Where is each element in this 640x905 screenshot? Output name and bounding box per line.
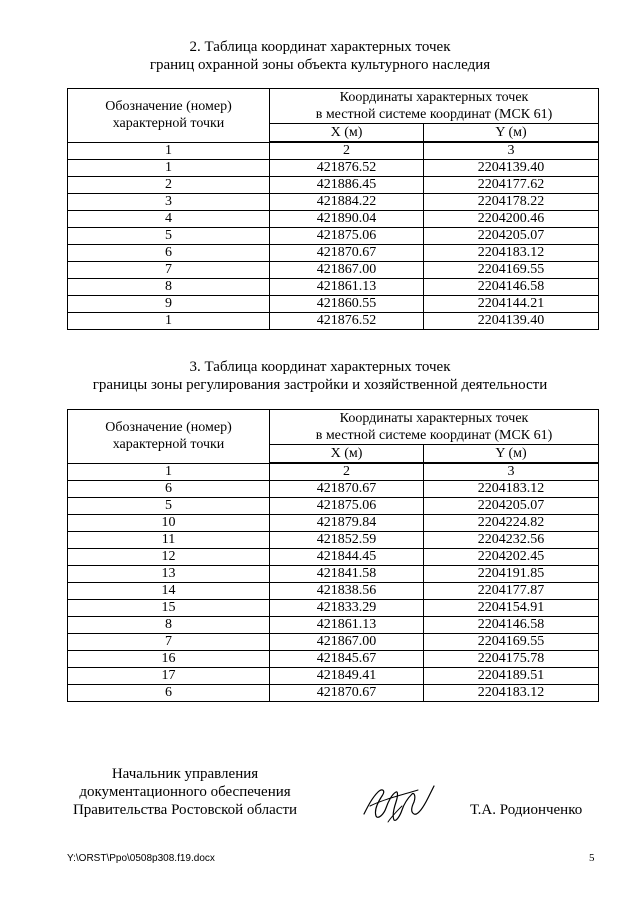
- point-number: 6: [68, 481, 270, 498]
- x-coordinate: 421886.45: [270, 177, 424, 194]
- table1-title: [0, 38, 640, 74]
- table2-header-coords: [270, 410, 599, 445]
- x-coordinate: 421841.58: [270, 566, 424, 583]
- x-coordinate: 421876.52: [270, 160, 424, 177]
- signer-position-line2: документационного обеспечения: [79, 784, 291, 800]
- y-coordinate: 2204202.45: [424, 549, 599, 566]
- table2-title-line1: 3. Таблица координат характерных точек: [189, 359, 451, 375]
- table1-header-point-line1: Обозначение (номер): [105, 99, 232, 115]
- table1-title-line2: границ охранной зоны объекта культурного наследия: [149, 57, 491, 73]
- table-row: [68, 549, 599, 566]
- y-coordinate: 2204205.07: [424, 498, 599, 515]
- table-row: [68, 177, 599, 194]
- x-coordinate: 421870.67: [270, 245, 424, 262]
- point-number: 4: [68, 211, 270, 228]
- y-coordinate: 2204146.58: [424, 617, 599, 634]
- table-row: [68, 498, 599, 515]
- table1-header-x: X (м): [270, 124, 424, 143]
- y-coordinate: 2204183.12: [424, 481, 599, 498]
- y-coordinate: 2204183.12: [424, 245, 599, 262]
- table-row: [68, 685, 599, 702]
- x-coordinate: 421845.67: [270, 651, 424, 668]
- point-number: 12: [68, 549, 270, 566]
- table1-header-point-line2: характерной точки: [112, 116, 225, 132]
- signer-position-line3: Правительства Ростовской области: [72, 802, 298, 818]
- point-number: 1: [68, 313, 270, 330]
- y-coordinate: 2204175.78: [424, 651, 599, 668]
- x-coordinate: 421867.00: [270, 262, 424, 279]
- table1-numbering-2: 2: [270, 142, 424, 160]
- y-coordinate: 2204144.21: [424, 296, 599, 313]
- y-coordinate: 2204200.46: [424, 211, 599, 228]
- y-coordinate: 2204224.82: [424, 515, 599, 532]
- table2-header-y: Y (м): [424, 445, 599, 464]
- table1-header-y: Y (м): [424, 124, 599, 143]
- y-coordinate: 2204154.91: [424, 600, 599, 617]
- y-coordinate: 2204177.87: [424, 583, 599, 600]
- table-row: [68, 668, 599, 685]
- table1-header-coords-line1: Координаты характерных точек: [339, 90, 529, 105]
- table1-header-coords-line2: в местной системе координат (МСК 61): [315, 107, 553, 122]
- point-number: 9: [68, 296, 270, 313]
- table1-coordinates: [67, 88, 599, 330]
- table-row: [68, 515, 599, 532]
- table2-title: [0, 358, 640, 394]
- table-row: [68, 160, 599, 177]
- x-coordinate: 421870.67: [270, 685, 424, 702]
- point-number: 8: [68, 279, 270, 296]
- x-coordinate: 421884.22: [270, 194, 424, 211]
- signer-position: [70, 765, 300, 819]
- x-coordinate: 421875.06: [270, 228, 424, 245]
- x-coordinate: 421838.56: [270, 583, 424, 600]
- table2-header-point-line1: Обозначение (номер): [105, 420, 232, 436]
- table2-numbering-1: 1: [68, 463, 270, 481]
- table2-header-coords-line1: Координаты характерных точек: [339, 411, 529, 426]
- y-coordinate: 2204191.85: [424, 566, 599, 583]
- y-coordinate: 2204169.55: [424, 634, 599, 651]
- y-coordinate: 2204205.07: [424, 228, 599, 245]
- table-row: [68, 296, 599, 313]
- x-coordinate: 421861.13: [270, 279, 424, 296]
- table-row: [68, 566, 599, 583]
- x-coordinate: 421867.00: [270, 634, 424, 651]
- y-coordinate: 2204232.56: [424, 532, 599, 549]
- table1-numbering-3: 3: [424, 142, 599, 160]
- x-coordinate: 421879.84: [270, 515, 424, 532]
- table-row: [68, 228, 599, 245]
- table2-coordinates: [67, 409, 599, 702]
- handwritten-signature-icon: [358, 776, 438, 826]
- table-row: [68, 634, 599, 651]
- table-row: [68, 481, 599, 498]
- table-row: [68, 651, 599, 668]
- x-coordinate: 421875.06: [270, 498, 424, 515]
- table-row: [68, 617, 599, 634]
- point-number: 1: [68, 160, 270, 177]
- point-number: 15: [68, 600, 270, 617]
- table-row: [68, 211, 599, 228]
- point-number: 6: [68, 245, 270, 262]
- table2-body: [68, 481, 599, 702]
- point-number: 7: [68, 634, 270, 651]
- page-number: 5: [589, 852, 595, 864]
- y-coordinate: 2204183.12: [424, 685, 599, 702]
- y-coordinate: 2204177.62: [424, 177, 599, 194]
- signer-name: Т.А. Родионченко: [470, 802, 583, 818]
- x-coordinate: 421852.59: [270, 532, 424, 549]
- table1-header-point: [68, 89, 270, 143]
- point-number: 8: [68, 617, 270, 634]
- point-number: 3: [68, 194, 270, 211]
- y-coordinate: 2204169.55: [424, 262, 599, 279]
- point-number: 2: [68, 177, 270, 194]
- x-coordinate: 421849.41: [270, 668, 424, 685]
- table-row: [68, 194, 599, 211]
- point-number: 14: [68, 583, 270, 600]
- x-coordinate: 421844.45: [270, 549, 424, 566]
- y-coordinate: 2204178.22: [424, 194, 599, 211]
- table-row: [68, 245, 599, 262]
- table2-title-line2: границы зоны регулирования застройки и хозяйственной деятельности: [92, 377, 548, 393]
- signer-position-line1: Начальник управления: [111, 766, 259, 782]
- table-row: [68, 583, 599, 600]
- x-coordinate: 421890.04: [270, 211, 424, 228]
- point-number: 13: [68, 566, 270, 583]
- point-number: 16: [68, 651, 270, 668]
- point-number: 17: [68, 668, 270, 685]
- table1-body: [68, 160, 599, 330]
- table-row: [68, 313, 599, 330]
- table1-numbering-1: 1: [68, 142, 270, 160]
- y-coordinate: 2204139.40: [424, 313, 599, 330]
- x-coordinate: 421833.29: [270, 600, 424, 617]
- x-coordinate: 421876.52: [270, 313, 424, 330]
- table-row: [68, 600, 599, 617]
- point-number: 5: [68, 498, 270, 515]
- x-coordinate: 421870.67: [270, 481, 424, 498]
- table-row: [68, 262, 599, 279]
- x-coordinate: 421860.55: [270, 296, 424, 313]
- x-coordinate: 421861.13: [270, 617, 424, 634]
- table2-header-x: X (м): [270, 445, 424, 464]
- point-number: 7: [68, 262, 270, 279]
- point-number: 5: [68, 228, 270, 245]
- point-number: 11: [68, 532, 270, 549]
- point-number: 10: [68, 515, 270, 532]
- table2-numbering-2: 2: [270, 463, 424, 481]
- table-row: [68, 279, 599, 296]
- point-number: 6: [68, 685, 270, 702]
- table1-header-coords: [270, 89, 599, 124]
- y-coordinate: 2204189.51: [424, 668, 599, 685]
- table2-header-point: [68, 410, 270, 464]
- table2-header-coords-line2: в местной системе координат (МСК 61): [315, 428, 553, 443]
- y-coordinate: 2204146.58: [424, 279, 599, 296]
- table1-title-line1: 2. Таблица координат характерных точек: [189, 39, 451, 55]
- table2-numbering-3: 3: [424, 463, 599, 481]
- table-row: [68, 532, 599, 549]
- file-path: Y:\ORST\Ppo\0508p308.f19.docx: [67, 853, 215, 864]
- table2-header-point-line2: характерной точки: [112, 437, 225, 453]
- y-coordinate: 2204139.40: [424, 160, 599, 177]
